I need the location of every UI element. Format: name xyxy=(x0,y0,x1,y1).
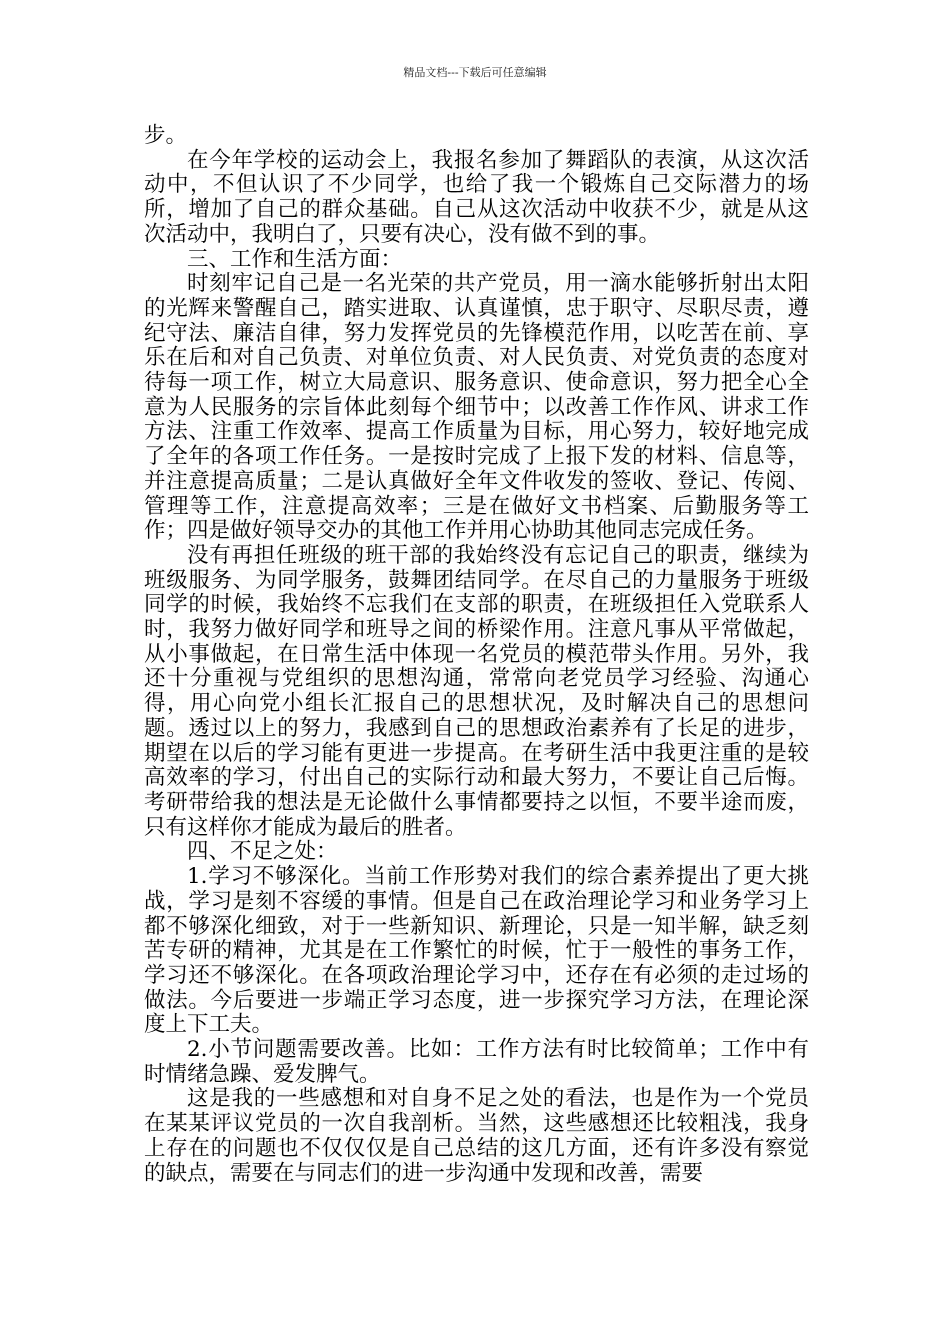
paragraph: 这是我的一些感想和对自身不足之处的看法，也是作为一个党员在某某评议党员的一次自我剖析。当然，这些感想还比较粗浅，我身上存在的问题也不仅仅仅是自己总结的这几方面，还有许多没有察觉的缺点，需要在与同志们的进一步沟通中发现和改善，需要 xyxy=(144,1086,809,1186)
paragraph: 2.小节问题需要改善。比如：工作方法有时比较简单；工作中有时情绪急躁、爱发脾气。 xyxy=(144,1037,809,1087)
paragraph: 在今年学校的运动会上，我报名参加了舞蹈队的表演，从这次活动中，不但认识了不少同学，也给了我一个锻炼自己交际潜力的场所，增加了自己的群众基础。自己从这次活动中收获不少，就是从这次活动中，我明白了，只要有决心，没有做不到的事。 xyxy=(144,147,809,247)
page-header: 精品文档---下载后可任意编辑 xyxy=(403,66,547,79)
document-body xyxy=(144,124,809,1186)
paragraph: 步。 xyxy=(144,123,188,148)
paragraph: 1.学习不够深化。当前工作形势对我们的综合素养提出了更大挑战，学习是刻不容缓的事情。但是自己在政治理论学习和业务学习上都不够深化细致，对于一些新知识、新理论，只是一知半解，缺乏刻苦专研的精神，尤其是在工作繁忙的时候，忙于一般性的事务工作，学习还不够深化。在各项政治理论学习中，还存在有必须的走过场的做法。今后要进一步端正学习态度，进一步探究学习方法，在理论深度上下工夫。 xyxy=(144,864,809,1038)
paragraph: 没有再担任班级的班干部的我始终没有忘记自己的职责，继续为班级服务、为同学服务，鼓舞团结同学。在尽自己的力量服务于班级同学的时候，我始终不忘我们在支部的职责，在班级担任入党联系人时，我努力做好同学和班导之间的桥梁作用。注意凡事从平常做起，从小事做起，在日常生活中体现一名党员的模范带头作用。另外，我还十分重视与党组织的思想沟通，常常向老党员学习经验、沟通心得，用心向党小组长汇报自己的思想状况，及时解决自己的思想问题。透过以上的努力，我感到自己的思想政治素养有了长足的进步，期望在以后的学习能有更进一步提高。在考研生活中我更注重的是较高效率的学习，付出自己的实际行动和最大努力，不要让自己后悔。考研带给我的想法是无论做什么事情都要持之以恒，不要半途而废，只有这样你才能成为最后的胜者。 xyxy=(144,542,809,840)
paragraph: 时刻牢记自己是一名光荣的共产党员，用一滴水能够折射出太阳的光辉来警醒自己，踏实进取、认真谨慎，忠于职守、尽职尽责，遵纪守法、廉洁自律，努力发挥党员的先锋模范作用，以吃苦在前、享乐在后和对自己负责、对单位负责、对人民负责、对党负责的态度对待每一项工作，树立大局意识、服务意识、使命意识，努力把全心全意为人民服务的宗旨体此刻每个细节中；以改善工作作风、讲求工作方法、注重工作效率、提高工作质量为目标，用心努力，较好地完成了全年的各项工作任务。一是按时完成了上报下发的材料、信息等，并注意提高质量；二是认真做好全年文件收发的签收、登记、传阅、管理等工作，注意提高效率；三是在做好文书档案、后勤服务等工作；四是做好领导交办的其他工作并用心协助其他同志完成任务。 xyxy=(144,271,809,544)
section-heading: 四、不足之处： xyxy=(187,839,338,865)
section-heading: 三、工作和生活方面： xyxy=(187,246,403,272)
